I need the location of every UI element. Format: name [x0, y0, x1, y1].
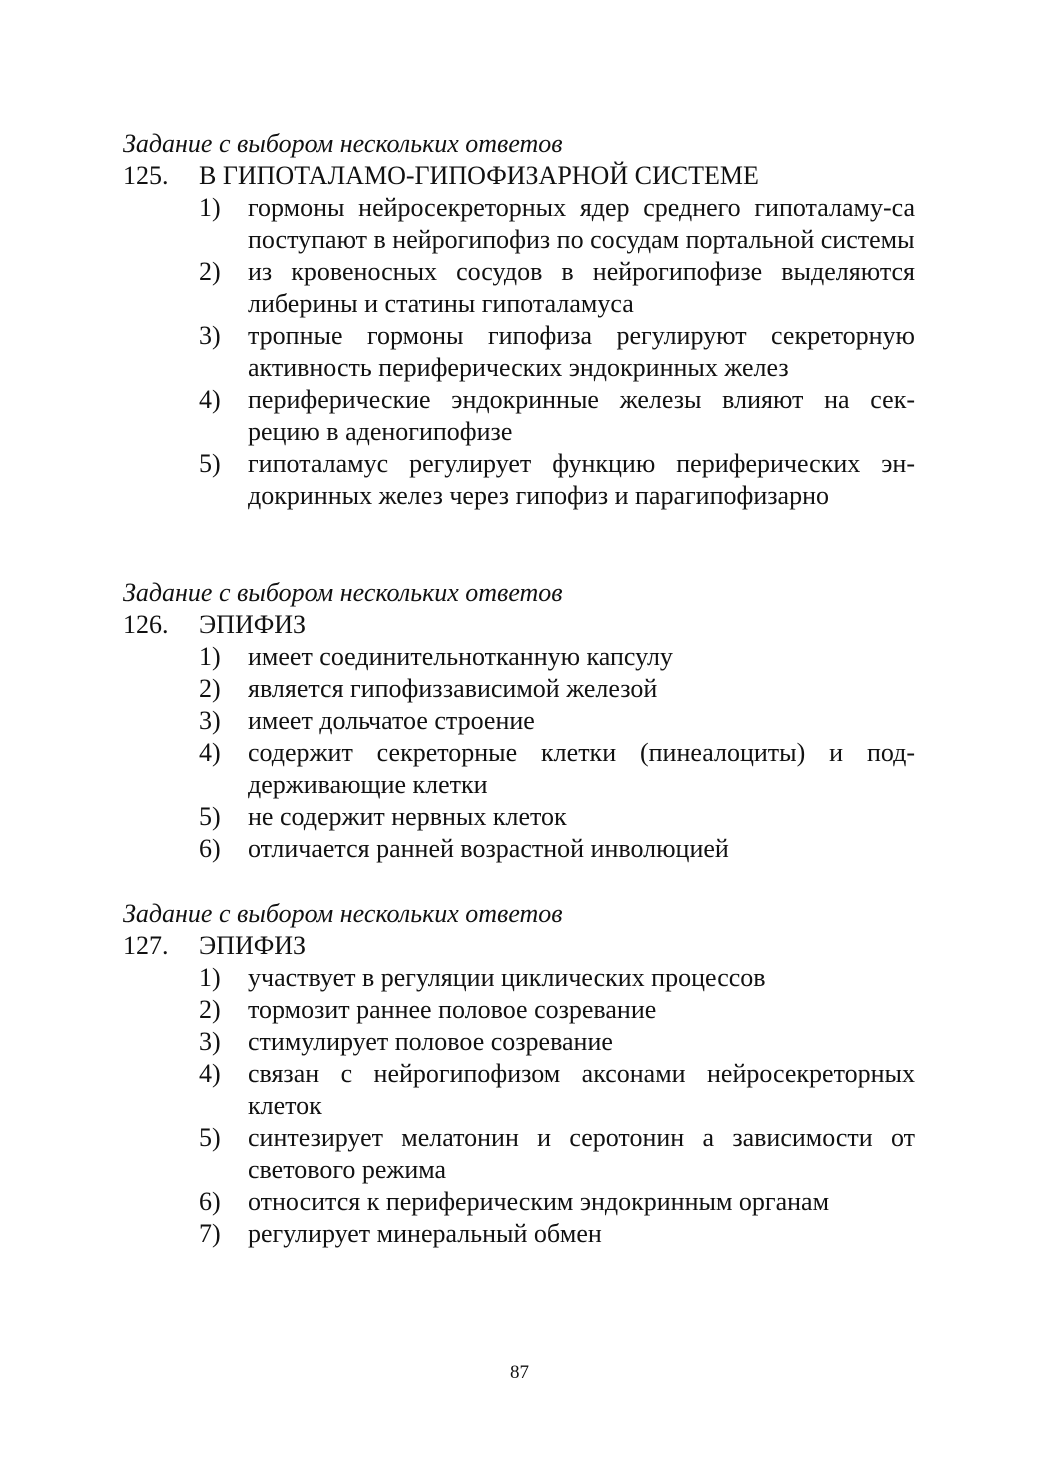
option-number: 3) [199, 321, 221, 350]
task-number: 126. [123, 610, 169, 639]
answer-options [123, 641, 923, 865]
page-number: 87 [510, 1362, 529, 1383]
option-number: 6) [199, 1187, 221, 1216]
option-text: из кровеносных сосудов в нейрогипофизе выделяются либерины и статины гипоталамуса [248, 257, 915, 318]
option-text: является гипофиззависимой железой [248, 674, 658, 703]
option-text: относится к периферическим эндокринным органам [248, 1187, 830, 1216]
option-text: не содержит нервных клеток [248, 802, 567, 831]
option-text: имеет соединительнотканную капсулу [248, 642, 673, 671]
option-number: 5) [199, 802, 221, 831]
answer-option [123, 962, 923, 994]
answer-option [123, 833, 923, 865]
option-text: тропные гормоны гипофиза регулируют секреторную активность периферических эндокринных желез [248, 321, 915, 382]
answer-option [123, 994, 923, 1026]
answer-options [123, 962, 923, 1250]
option-text: стимулирует половое созревание [248, 1027, 613, 1056]
answer-option [123, 1186, 923, 1218]
option-number: 7) [199, 1219, 221, 1248]
task-title: ЭПИФИЗ [199, 610, 307, 639]
option-number: 2) [199, 257, 221, 286]
task-heading [123, 160, 923, 192]
task-type-label: Задание с выбором нескольких ответов [123, 899, 563, 928]
answer-option [123, 737, 923, 801]
option-number: 4) [199, 738, 221, 767]
option-text: содержит секреторные клетки (пинеалоциты) и под-держивающие клетки [248, 738, 915, 799]
answer-option [123, 705, 923, 737]
answer-option [123, 1218, 923, 1250]
task-127 [123, 898, 923, 1250]
answer-options [123, 192, 923, 512]
option-number: 5) [199, 449, 221, 478]
option-text: синтезирует мелатонин и серотонин а зависимости от светового режима [248, 1123, 915, 1184]
option-text: связан с нейрогипофизом аксонами нейросекреторных клеток [248, 1059, 915, 1120]
option-number: 1) [199, 963, 221, 992]
option-number: 1) [199, 193, 221, 222]
answer-option [123, 1122, 923, 1186]
task-heading [123, 930, 923, 962]
option-number: 2) [199, 674, 221, 703]
option-text: имеет дольчатое строение [248, 706, 535, 735]
answer-option [123, 320, 923, 384]
task-title: В ГИПОТАЛАМО-ГИПОФИЗАРНОЙ СИСТЕМЕ [199, 161, 759, 190]
option-number: 5) [199, 1123, 221, 1152]
answer-option [123, 192, 923, 256]
option-number: 2) [199, 995, 221, 1024]
option-text: участвует в регуляции циклических процессов [248, 963, 766, 992]
option-number: 3) [199, 1027, 221, 1056]
task-126 [123, 577, 923, 865]
option-text: периферические эндокринные железы влияют на сек-рецию в аденогипофизе [248, 385, 915, 446]
option-text: отличается ранней возрастной инволюцией [248, 834, 729, 863]
task-type-label: Задание с выбором нескольких ответов [123, 578, 563, 607]
answer-option [123, 448, 923, 512]
option-number: 3) [199, 706, 221, 735]
option-text: тормозит раннее половое созревание [248, 995, 657, 1024]
option-number: 6) [199, 834, 221, 863]
option-number: 1) [199, 642, 221, 671]
answer-option [123, 256, 923, 320]
option-number: 4) [199, 1059, 221, 1088]
answer-option [123, 384, 923, 448]
task-type-label: Задание с выбором нескольких ответов [123, 129, 563, 158]
task-125 [123, 128, 923, 512]
task-number: 127. [123, 931, 169, 960]
answer-option [123, 673, 923, 705]
option-number: 4) [199, 385, 221, 414]
answer-option [123, 641, 923, 673]
task-title: ЭПИФИЗ [199, 931, 307, 960]
option-text: регулирует минеральный обмен [248, 1219, 602, 1248]
answer-option [123, 801, 923, 833]
answer-option [123, 1026, 923, 1058]
option-text: гипоталамус регулирует функцию периферических эн-докринных желез через гипофиз и парагипофизарно [248, 449, 915, 510]
option-text: гормоны нейросекреторных ядер среднего гипоталаму-са поступают в нейрогипофиз по сосудам портальной системы [248, 193, 915, 254]
task-heading [123, 609, 923, 641]
answer-option [123, 1058, 923, 1122]
task-number: 125. [123, 161, 169, 190]
